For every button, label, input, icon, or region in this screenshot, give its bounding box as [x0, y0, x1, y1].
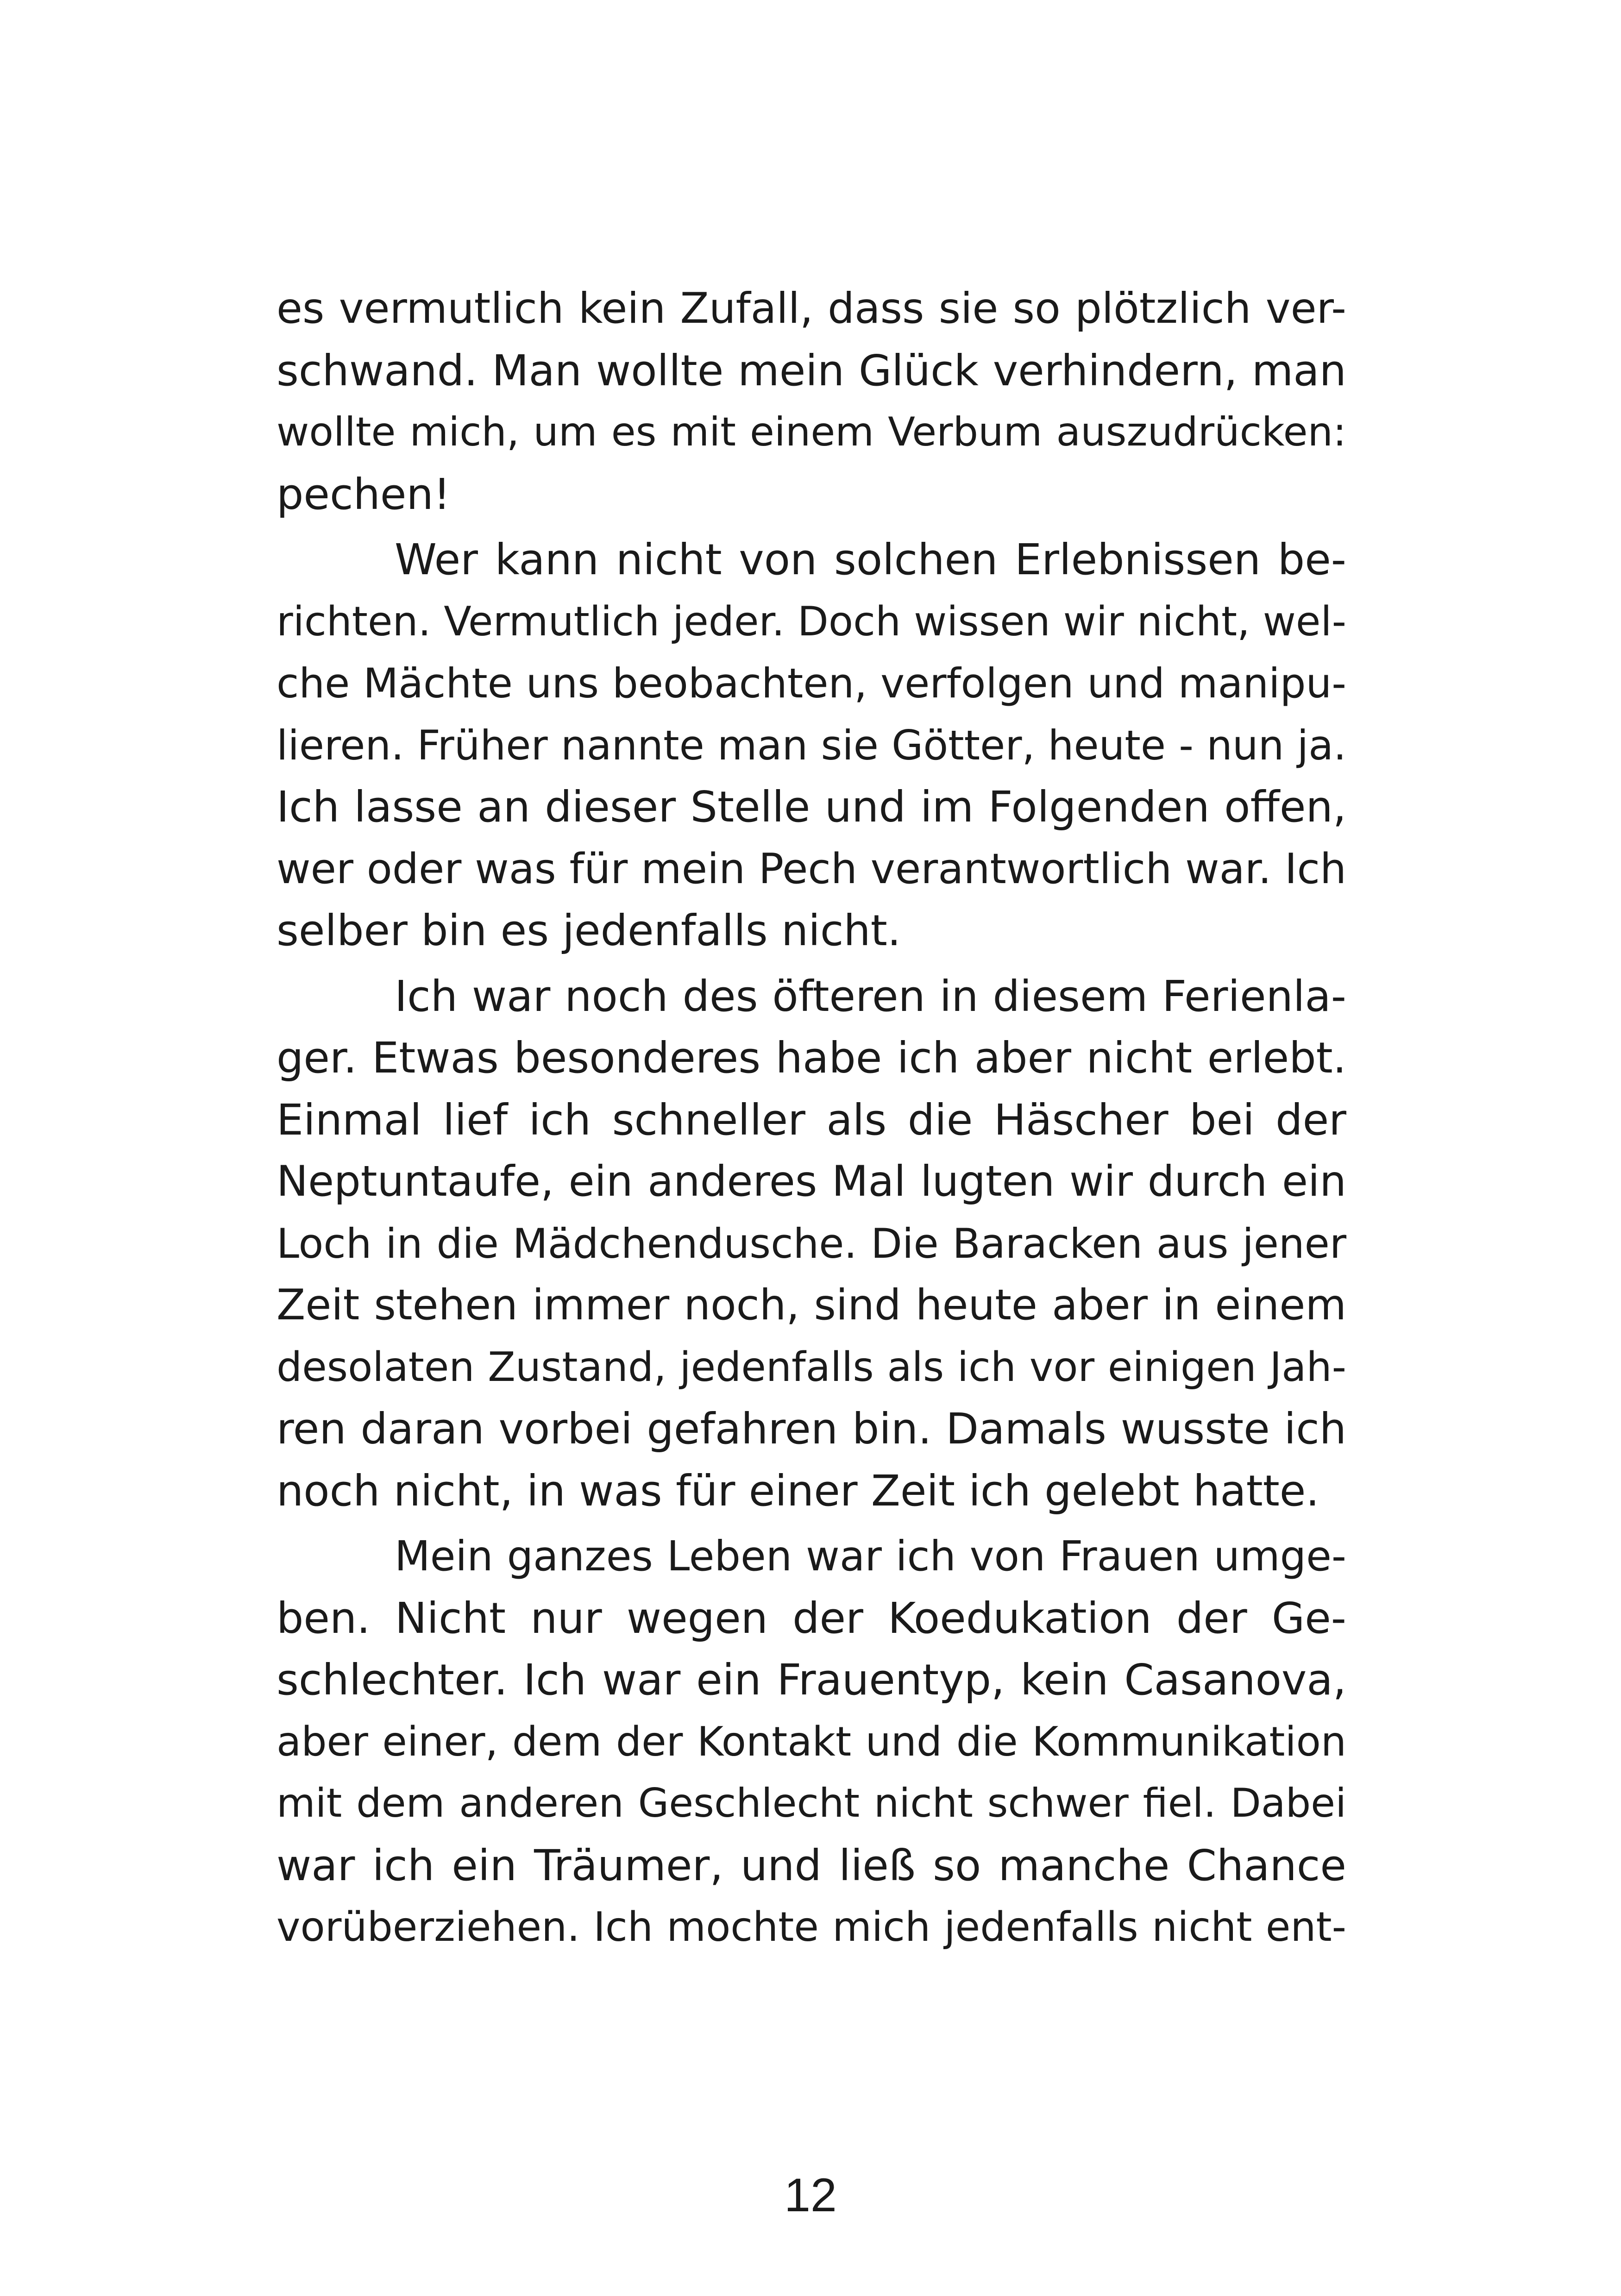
- text-line: Zeit stehen immer noch, sind heute aber in einem: [276, 1281, 1346, 1330]
- text-line: desolaten Zustand, jedenfalls als ich vor einigen Jah-: [276, 1343, 1346, 1391]
- text-line: ren daran vorbei gefahren bin. Damals wusste ich: [276, 1404, 1346, 1454]
- text-line: noch nicht, in was für einer Zeit ich gelebt hatte.: [276, 1466, 1319, 1516]
- paragraph-2: [276, 529, 1346, 962]
- text-line: Ich lasse an dieser Stelle und im Folgenden offen,: [276, 782, 1346, 832]
- text-line: vorüberziehen. Ich mochte mich jedenfalls nicht ent-: [276, 1903, 1346, 1951]
- text-line: lieren. Früher nannte man sie Götter, heute - nun ja.: [276, 721, 1346, 769]
- text-line: richten. Vermutlich jeder. Doch wissen wir nicht, wel-: [276, 597, 1346, 645]
- text-line: Mein ganzes Leben war ich von Frauen umge-: [395, 1532, 1346, 1580]
- text-line: che Mächte uns beobachten, verfolgen und manipu-: [276, 659, 1346, 707]
- page-number: 12: [784, 2169, 837, 2221]
- paragraph-4: [276, 1525, 1346, 1958]
- text-line: Wer kann nicht von solchen Erlebnissen be-: [395, 535, 1346, 584]
- text-line: selber bin es jedenfalls nicht.: [276, 906, 901, 955]
- text-line: Einmal lief ich schneller als die Häscher bei der: [276, 1095, 1346, 1145]
- text-line: Neptuntaufe, ein anderes Mal lugten wir durch ein: [276, 1157, 1346, 1206]
- text-line: mit dem anderen Geschlecht nicht schwer fiel. Dabei: [276, 1780, 1346, 1826]
- text-line: Loch in die Mädchendusche. Die Baracken aus jener: [276, 1219, 1346, 1267]
- text-line: ger. Etwas besonderes habe ich aber nicht erlebt.: [276, 1033, 1346, 1083]
- text-line: schwand. Man wollte mein Glück verhindern, man: [276, 345, 1346, 395]
- text-line: schlechter. Ich war ein Frauentyp, kein Casanova,: [276, 1655, 1346, 1705]
- text-line: war ich ein Träumer, und ließ so manche Chance: [276, 1840, 1346, 1890]
- paragraph-3: [276, 966, 1346, 1522]
- text-line: wer oder was für mein Pech verantwortlich war. Ich: [276, 844, 1346, 893]
- text-line: aber einer, dem der Kontakt und die Kommunikation: [276, 1718, 1346, 1765]
- text-line: wollte mich, um es mit einem Verbum auszudrücken:: [276, 409, 1346, 455]
- text-line: pechen!: [276, 469, 451, 519]
- paragraph-1: [276, 278, 1346, 525]
- text-line: es vermutlich kein Zufall, dass sie so plötzlich ver-: [276, 284, 1346, 333]
- text-line: ben. Nicht nur wegen der Koedukation der Ge-: [276, 1593, 1346, 1643]
- body-text: [276, 278, 1346, 1958]
- text-line: Ich war noch des öfteren in diesem Ferienla-: [395, 971, 1346, 1021]
